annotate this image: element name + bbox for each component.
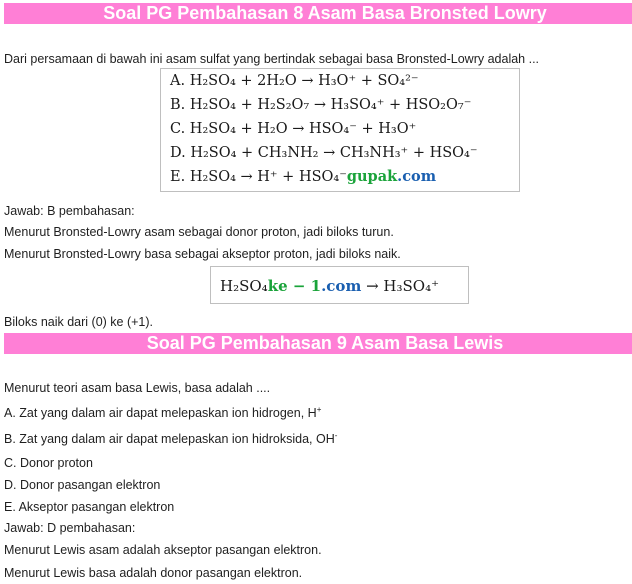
section-heading-bronsted-lowry [4, 3, 632, 24]
option-a: A. H₂SO₄ + 2H₂O → H₃O⁺ + SO₄²⁻ [170, 73, 419, 89]
option-b: B. Zat yang dalam air dapat melepaskan ion hidroksida, OH- [4, 430, 338, 446]
answer-text: Jawab: B pembahasan: [4, 204, 135, 218]
explanation-line-1: Menurut Bronsted-Lowry asam sebagai donor proton, jadi biloks turun. [4, 225, 394, 239]
reaction-image [210, 266, 469, 304]
option-c: C. H₂SO₄ + H₂O → HSO₄⁻ + H₃O⁺ [170, 121, 417, 137]
watermark-green: gupak [346, 168, 398, 185]
conclusion-text: Biloks naik dari (0) ke (+1). [4, 315, 154, 329]
explanation-line-1: Menurut Lewis asam adalah akseptor pasangan elektron. [4, 543, 322, 557]
answer-text: Jawab: D pembahasan: [4, 521, 136, 535]
option-e: E. H₂SO₄ → H⁺ + HSO₄⁻gupak.com [170, 168, 437, 185]
question-text: Menurut teori asam basa Lewis, basa adalah .... [4, 381, 271, 395]
watermark-blue: .com [397, 168, 437, 185]
section-heading-text: Soal PG Pembahasan 9 Asam Basa Lewis [146, 333, 504, 353]
reaction-equation: H₂SO₄ke − 1.com → H₃SO₄⁺ [220, 277, 440, 295]
explanation-line-2: Menurut Lewis basa adalah donor pasangan elektron. [4, 566, 303, 580]
option-d: D. H₂SO₄ + CH₃NH₂ → CH₃NH₃⁺ + HSO₄⁻ [170, 145, 478, 161]
section-heading-lewis [4, 333, 632, 354]
equation-options-image [160, 68, 520, 192]
section-heading-text: Soal PG Pembahasan 8 Asam Basa Bronsted Lowry [103, 3, 547, 23]
explanation-line-2: Menurut Bronsted-Lowry basa sebagai akseptor proton, jadi biloks naik. [4, 247, 401, 261]
option-a: A. Zat yang dalam air dapat melepaskan ion hidrogen, H+ [4, 404, 322, 420]
question-text: Dari persamaan di bawah ini asam sulfat yang bertindak sebagai basa Bronsted-Lowry adalah ... [4, 52, 540, 66]
option-b: B. H₂SO₄ + H₂S₂O₇ → H₃SO₄⁺ + HSO₂O₇⁻ [170, 97, 472, 113]
option-c: C. Donor proton [4, 456, 93, 470]
watermark-blue: .com [321, 277, 362, 295]
option-e: E. Akseptor pasangan elektron [4, 500, 175, 514]
option-d: D. Donor pasangan elektron [4, 478, 161, 492]
watermark-green: ke − 1 [267, 277, 322, 295]
